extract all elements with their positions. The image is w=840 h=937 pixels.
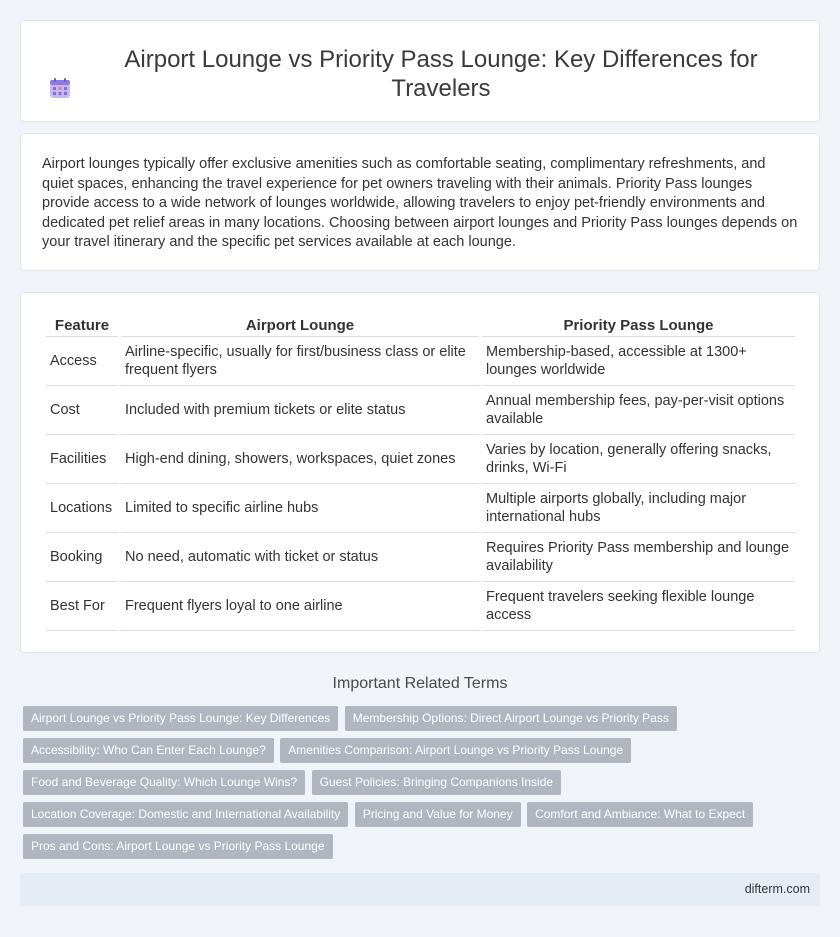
related-term-tag[interactable]: Location Coverage: Domestic and International Availability	[23, 802, 348, 827]
table-row	[46, 337, 795, 386]
table-row	[46, 386, 795, 435]
related-terms-heading: Important Related Terms	[332, 675, 508, 692]
related-term-tag[interactable]: Amenities Comparison: Airport Lounge vs Priority Pass Lounge	[280, 738, 631, 763]
table-row	[46, 582, 795, 631]
header-airport-lounge: Airport Lounge	[121, 315, 479, 337]
intro-paragraph: Airport lounges typically offer exclusive amenities such as comfortable seating, complimentary refreshments, and quiet spaces, enhancing the travel experience for pet owners traveling with their animals. Priority Pass lounges provide access to a wide network of lounges worldwide, allowing travelers to enjoy pet-friendly environments and dedicated pet relief areas in many locations. Choosing between airport lounges and Priority Pass lounges depends on your travel itinerary and the specific pet services available at each lounge.	[42, 156, 798, 250]
calendar-icon	[49, 77, 71, 99]
table-row	[46, 533, 795, 582]
cell-airport-lounge: Airline-specific, usually for first/business class or elite frequent flyers	[121, 337, 479, 386]
related-term-tag[interactable]: Airport Lounge vs Priority Pass Lounge: Key Differences	[23, 706, 338, 731]
table-header-row	[46, 315, 795, 337]
header-priority-pass: Priority Pass Lounge	[482, 315, 795, 337]
intro-card	[20, 133, 820, 271]
footer	[20, 873, 820, 906]
related-term-tag[interactable]: Guest Policies: Bringing Companions Inside	[312, 770, 561, 795]
related-term-tag[interactable]: Food and Beverage Quality: Which Lounge Wins?	[23, 770, 305, 795]
cell-priority-pass: Frequent travelers seeking flexible lounge access	[482, 582, 795, 631]
cell-feature: Cost	[46, 386, 118, 435]
related-term-tag[interactable]: Accessibility: Who Can Enter Each Lounge?	[23, 738, 274, 763]
cell-feature: Best For	[46, 582, 118, 631]
header-feature: Feature	[46, 315, 118, 337]
related-term-tag[interactable]: Comfort and Ambiance: What to Expect	[527, 802, 753, 827]
cell-airport-lounge: High-end dining, showers, workspaces, quiet zones	[121, 435, 479, 484]
cell-feature: Facilities	[46, 435, 118, 484]
comparison-table	[43, 315, 798, 631]
cell-airport-lounge: No need, automatic with ticket or status	[121, 533, 479, 582]
related-terms-list	[23, 706, 783, 866]
page-title: Airport Lounge vs Priority Pass Lounge: Key Differences for Travelers	[124, 46, 758, 102]
comparison-table-card	[20, 292, 820, 653]
cell-feature: Access	[46, 337, 118, 386]
table-row	[46, 484, 795, 533]
cell-feature: Locations	[46, 484, 118, 533]
cell-airport-lounge: Included with premium tickets or elite status	[121, 386, 479, 435]
header-card	[20, 20, 820, 122]
cell-priority-pass: Multiple airports globally, including major international hubs	[482, 484, 795, 533]
related-term-tag[interactable]: Membership Options: Direct Airport Lounge vs Priority Pass	[345, 706, 677, 731]
related-term-tag[interactable]: Pricing and Value for Money	[355, 802, 521, 827]
cell-priority-pass: Requires Priority Pass membership and lounge availability	[482, 533, 795, 582]
cell-airport-lounge: Limited to specific airline hubs	[121, 484, 479, 533]
cell-priority-pass: Varies by location, generally offering snacks, drinks, Wi-Fi	[482, 435, 795, 484]
cell-feature: Booking	[46, 533, 118, 582]
cell-priority-pass: Membership-based, accessible at 1300+ lounges worldwide	[482, 337, 795, 386]
cell-priority-pass: Annual membership fees, pay-per-visit options available	[482, 386, 795, 435]
table-row	[46, 435, 795, 484]
cell-airport-lounge: Frequent flyers loyal to one airline	[121, 582, 479, 631]
related-term-tag[interactable]: Pros and Cons: Airport Lounge vs Priority Pass Lounge	[23, 834, 333, 859]
footer-site-link[interactable]: difterm.com	[744, 882, 810, 896]
